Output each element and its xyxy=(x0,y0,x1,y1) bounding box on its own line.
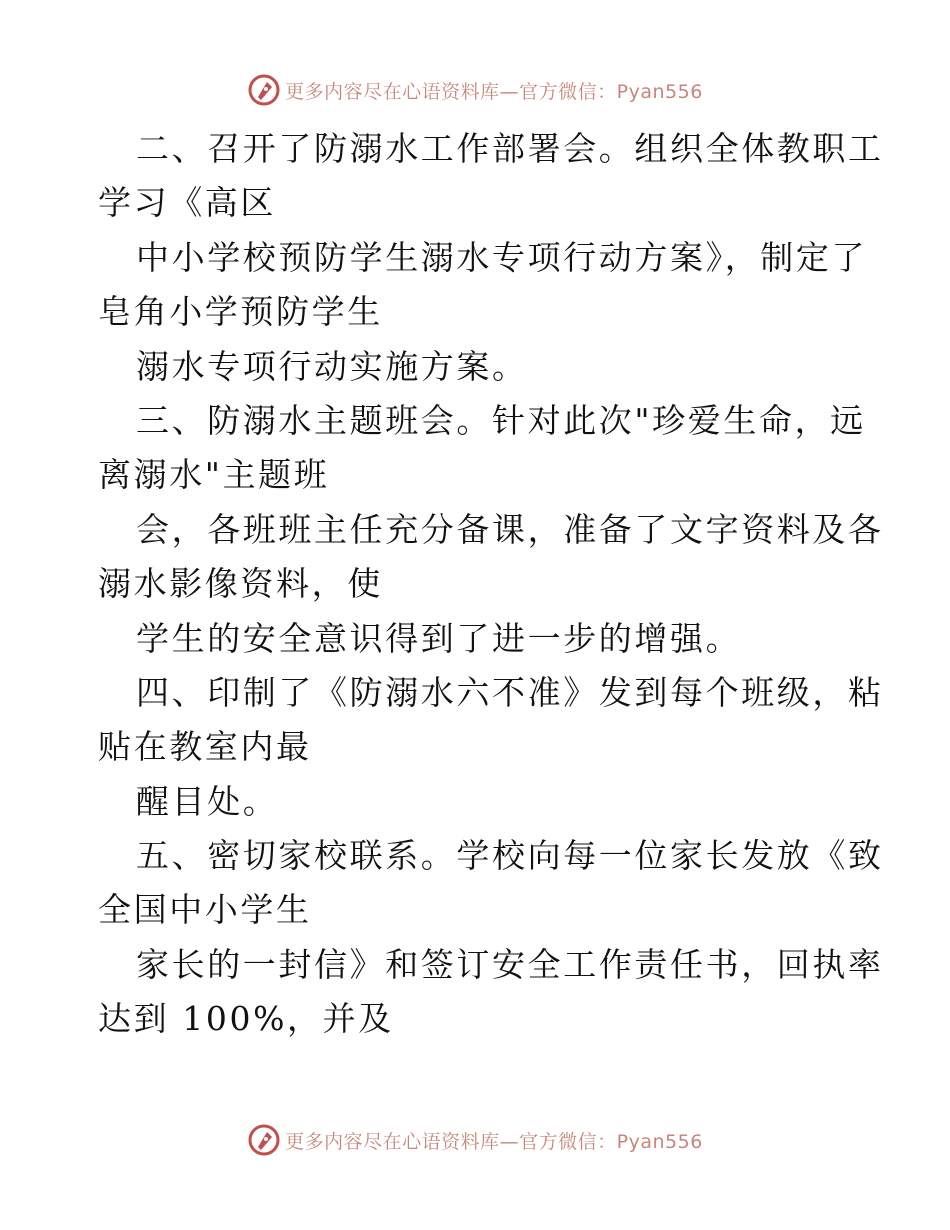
text-line: 中小学校预防学生溺水专项行动方案》，制定了 xyxy=(136,237,868,277)
pen-nib-circle-icon xyxy=(247,1123,281,1157)
text-line: 二、召开了防溺水工作部署会。组织全体教职工 xyxy=(136,129,884,168)
text-line: 醒目处。 xyxy=(136,781,279,821)
text-line: 溺水影像资料，使 xyxy=(98,564,383,604)
text-line: 会，各班班主任充分备课，准备了文字资料及各 xyxy=(136,509,884,549)
text-line: 达到 100%，并及 xyxy=(98,999,394,1039)
text-line: 离溺水"主题班 xyxy=(98,455,330,495)
text-line: 学生的安全意识得到了进一步的增强。 xyxy=(136,618,742,658)
pen-nib-circle-icon xyxy=(247,73,281,107)
watermark-text: 更多内容尽在心语资料库—官方微信：Pyan556 xyxy=(285,80,703,103)
watermark-text: 更多内容尽在心语资料库—官方微信：Pyan556 xyxy=(285,1130,703,1153)
text-line: 全国中小学生 xyxy=(98,890,312,930)
text-line: 学习《高区 xyxy=(98,183,276,223)
header-watermark xyxy=(0,70,950,110)
text-line: 贴在教室内最 xyxy=(98,727,312,767)
text-line: 溺水专项行动实施方案。 xyxy=(136,346,528,386)
text-line: 四、印制了《防溺水六不准》发到每个班级，粘 xyxy=(136,672,884,712)
footer-watermark xyxy=(0,1120,950,1160)
text-line: 五、密切家校联系。学校向每一位家长发放《致 xyxy=(136,836,884,876)
text-line: 家长的一封信》和签订安全工作责任书，回执率 xyxy=(136,944,884,984)
document-body xyxy=(0,122,950,1047)
text-line: 三、防溺水主题班会。针对此次"珍爱生命，远 xyxy=(136,400,866,440)
text-line: 皂角小学预防学生 xyxy=(98,292,383,332)
